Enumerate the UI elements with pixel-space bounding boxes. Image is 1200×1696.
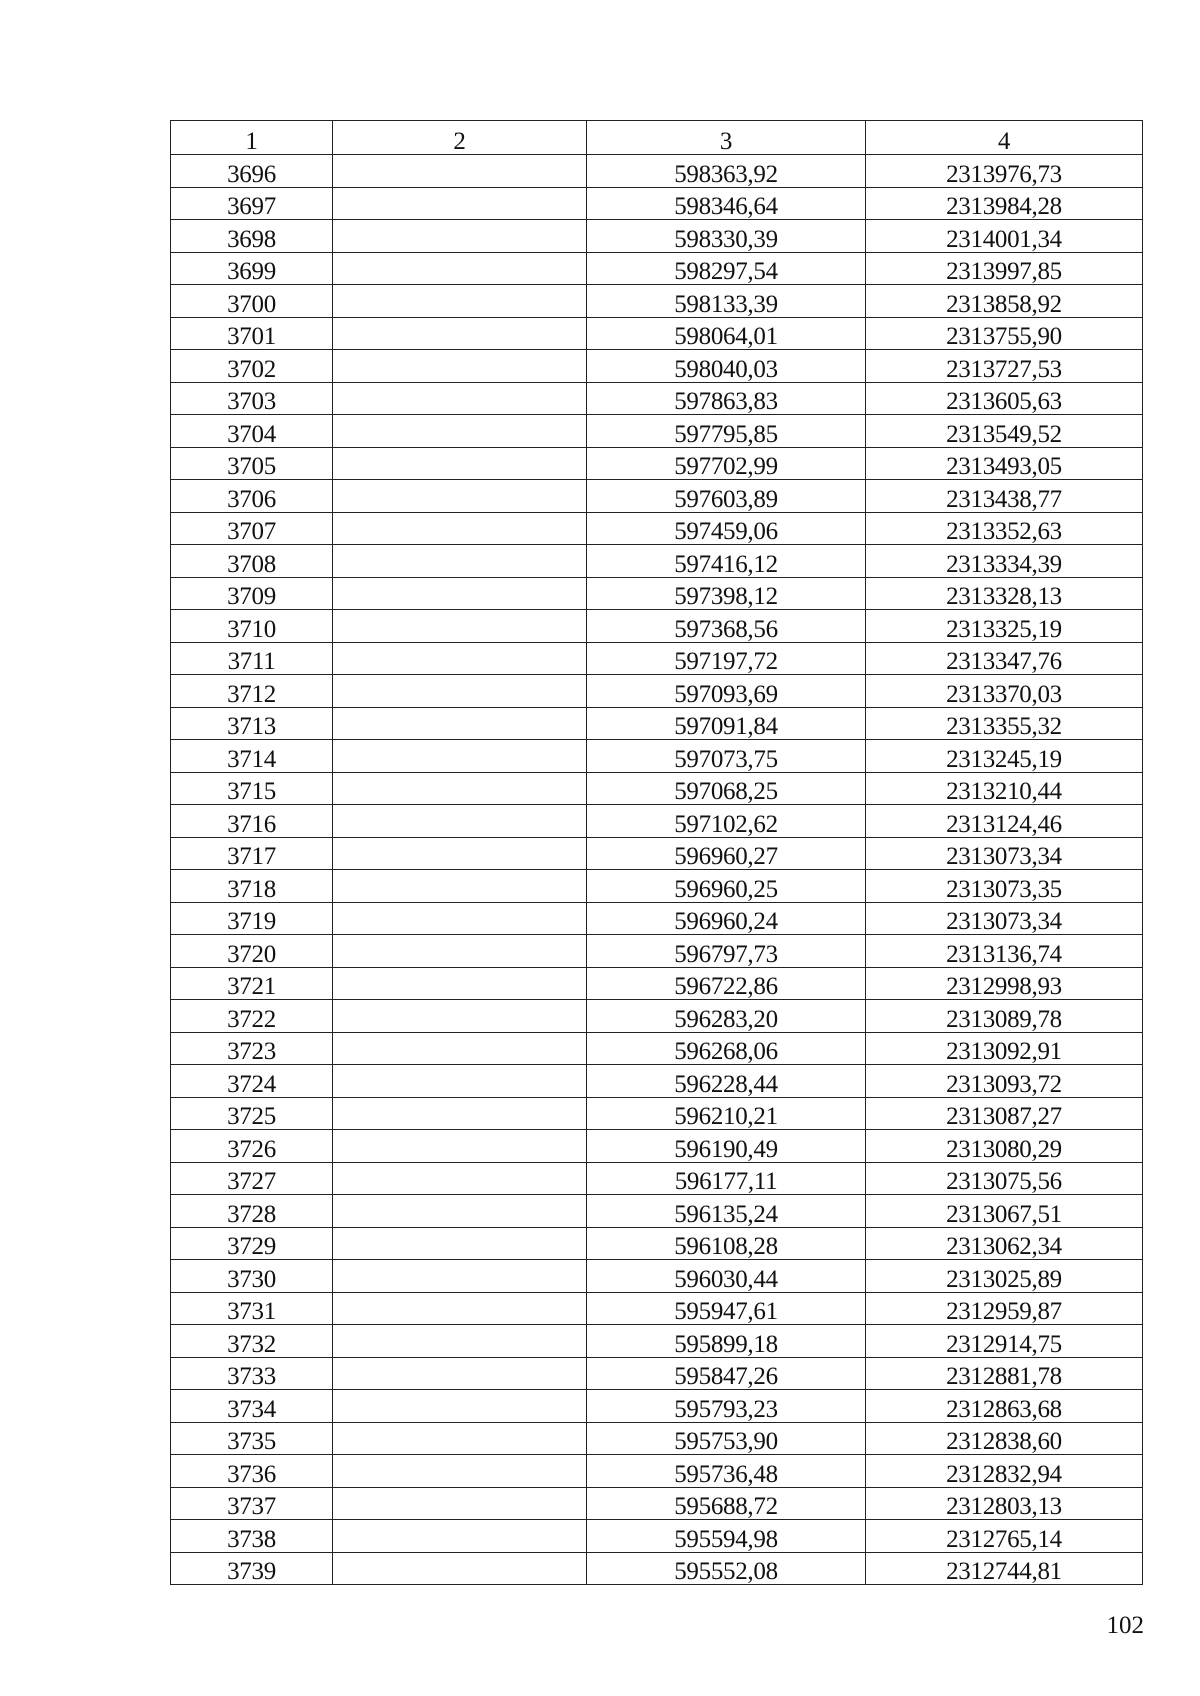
table-cell-col-2 bbox=[333, 1032, 587, 1065]
table-cell-col-3: 597091,84 bbox=[587, 707, 866, 740]
table-cell-col-1: 3699 bbox=[171, 252, 333, 285]
table-cell-col-1: 3733 bbox=[171, 1357, 333, 1390]
table-cell-col-2 bbox=[333, 252, 587, 285]
header-col-4: 4 bbox=[866, 121, 1143, 155]
table-cell-col-2 bbox=[333, 285, 587, 318]
table-cell-col-2 bbox=[333, 480, 587, 513]
table-cell-col-1: 3735 bbox=[171, 1422, 333, 1455]
table-cell-col-2 bbox=[333, 967, 587, 1000]
table-cell-col-3: 596797,73 bbox=[587, 935, 866, 968]
table-cell-col-2 bbox=[333, 1065, 587, 1098]
table-cell-col-4: 2313755,90 bbox=[866, 317, 1143, 350]
table-row bbox=[171, 350, 1143, 383]
table-cell-col-2 bbox=[333, 1552, 587, 1585]
table-cell-col-1: 3736 bbox=[171, 1455, 333, 1488]
header-col-2: 2 bbox=[333, 121, 587, 155]
table-row bbox=[171, 837, 1143, 870]
table-cell-col-1: 3703 bbox=[171, 382, 333, 415]
table-cell-col-3: 596960,27 bbox=[587, 837, 866, 870]
table-cell-col-3: 596228,44 bbox=[587, 1065, 866, 1098]
table-cell-col-3: 597368,56 bbox=[587, 610, 866, 643]
table-cell-col-2 bbox=[333, 1422, 587, 1455]
table-cell-col-2 bbox=[333, 220, 587, 253]
table-cell-col-4: 2313984,28 bbox=[866, 187, 1143, 220]
table-row bbox=[171, 1390, 1143, 1423]
table-cell-col-1: 3728 bbox=[171, 1195, 333, 1228]
table-cell-col-3: 595793,23 bbox=[587, 1390, 866, 1423]
page-number: 102 bbox=[1106, 1612, 1144, 1639]
table-cell-col-4: 2312959,87 bbox=[866, 1292, 1143, 1325]
table-row bbox=[171, 1325, 1143, 1358]
table-cell-col-4: 2312863,68 bbox=[866, 1390, 1143, 1423]
table-cell-col-3: 597073,75 bbox=[587, 740, 866, 773]
table-cell-col-4: 2312998,93 bbox=[866, 967, 1143, 1000]
table-cell-col-2 bbox=[333, 1260, 587, 1293]
table-cell-col-4: 2313727,53 bbox=[866, 350, 1143, 383]
table-cell-col-3: 595552,08 bbox=[587, 1552, 866, 1585]
table-cell-col-1: 3732 bbox=[171, 1325, 333, 1358]
table-cell-col-2 bbox=[333, 870, 587, 903]
table-cell-col-1: 3710 bbox=[171, 610, 333, 643]
table-cell-col-1: 3725 bbox=[171, 1097, 333, 1130]
table-cell-col-2 bbox=[333, 837, 587, 870]
table-cell-col-1: 3716 bbox=[171, 805, 333, 838]
table-cell-col-4: 2313067,51 bbox=[866, 1195, 1143, 1228]
table-row bbox=[171, 1552, 1143, 1585]
table-row bbox=[171, 545, 1143, 578]
table-cell-col-2 bbox=[333, 772, 587, 805]
table-cell-col-4: 2312744,81 bbox=[866, 1552, 1143, 1585]
table-row bbox=[171, 1195, 1143, 1228]
table-row bbox=[171, 772, 1143, 805]
table-cell-col-3: 598133,39 bbox=[587, 285, 866, 318]
table-row bbox=[171, 642, 1143, 675]
table-row bbox=[171, 1487, 1143, 1520]
header-col-3: 3 bbox=[587, 121, 866, 155]
table-cell-col-2 bbox=[333, 1390, 587, 1423]
table-cell-col-4: 2313080,29 bbox=[866, 1130, 1143, 1163]
table-cell-col-1: 3715 bbox=[171, 772, 333, 805]
table-cell-col-4: 2313062,34 bbox=[866, 1227, 1143, 1260]
table-cell-col-4: 2312881,78 bbox=[866, 1357, 1143, 1390]
table-cell-col-2 bbox=[333, 187, 587, 220]
table-cell-col-3: 597603,89 bbox=[587, 480, 866, 513]
table-cell-col-4: 2313073,34 bbox=[866, 902, 1143, 935]
table-cell-col-2 bbox=[333, 642, 587, 675]
table-cell-col-2 bbox=[333, 415, 587, 448]
table-cell-col-4: 2314001,34 bbox=[866, 220, 1143, 253]
table-cell-col-3: 596177,11 bbox=[587, 1162, 866, 1195]
table-cell-col-2 bbox=[333, 805, 587, 838]
table-cell-col-4: 2313136,74 bbox=[866, 935, 1143, 968]
table-cell-col-1: 3724 bbox=[171, 1065, 333, 1098]
table-cell-col-4: 2313073,34 bbox=[866, 837, 1143, 870]
table-cell-col-4: 2313334,39 bbox=[866, 545, 1143, 578]
table-cell-col-4: 2312914,75 bbox=[866, 1325, 1143, 1358]
table-cell-col-3: 597795,85 bbox=[587, 415, 866, 448]
table-cell-col-4: 2313605,63 bbox=[866, 382, 1143, 415]
table-cell-col-1: 3737 bbox=[171, 1487, 333, 1520]
table-cell-col-3: 596210,21 bbox=[587, 1097, 866, 1130]
table-row bbox=[171, 675, 1143, 708]
table-row bbox=[171, 1520, 1143, 1553]
header-col-1: 1 bbox=[171, 121, 333, 155]
table-cell-col-2 bbox=[333, 1455, 587, 1488]
table-cell-col-1: 3700 bbox=[171, 285, 333, 318]
table-cell-col-3: 596030,44 bbox=[587, 1260, 866, 1293]
table-cell-col-3: 598064,01 bbox=[587, 317, 866, 350]
table-cell-col-2 bbox=[333, 1292, 587, 1325]
table-cell-col-4: 2313089,78 bbox=[866, 1000, 1143, 1033]
table-cell-col-4: 2313997,85 bbox=[866, 252, 1143, 285]
table-cell-col-1: 3701 bbox=[171, 317, 333, 350]
table-row bbox=[171, 415, 1143, 448]
table-cell-col-1: 3702 bbox=[171, 350, 333, 383]
table-cell-col-3: 598297,54 bbox=[587, 252, 866, 285]
table-row bbox=[171, 870, 1143, 903]
table-cell-col-2 bbox=[333, 707, 587, 740]
table-cell-col-2 bbox=[333, 447, 587, 480]
table-row bbox=[171, 577, 1143, 610]
header-row bbox=[171, 121, 1143, 155]
table-cell-col-1: 3704 bbox=[171, 415, 333, 448]
table-cell-col-1: 3722 bbox=[171, 1000, 333, 1033]
table-cell-col-3: 597416,12 bbox=[587, 545, 866, 578]
table-cell-col-2 bbox=[333, 350, 587, 383]
table-row bbox=[171, 1455, 1143, 1488]
table-cell-col-1: 3707 bbox=[171, 512, 333, 545]
table-row bbox=[171, 1130, 1143, 1163]
table-cell-col-2 bbox=[333, 1000, 587, 1033]
table-cell-col-1: 3731 bbox=[171, 1292, 333, 1325]
table-cell-col-4: 2313976,73 bbox=[866, 155, 1143, 188]
table-row bbox=[171, 1422, 1143, 1455]
table-cell-col-1: 3711 bbox=[171, 642, 333, 675]
table-cell-col-1: 3723 bbox=[171, 1032, 333, 1065]
table-cell-col-1: 3698 bbox=[171, 220, 333, 253]
table-cell-col-1: 3727 bbox=[171, 1162, 333, 1195]
table-cell-col-4: 2313355,32 bbox=[866, 707, 1143, 740]
table-row bbox=[171, 1260, 1143, 1293]
table-cell-col-2 bbox=[333, 1487, 587, 1520]
table-cell-col-3: 597093,69 bbox=[587, 675, 866, 708]
table-cell-col-3: 595594,98 bbox=[587, 1520, 866, 1553]
table-cell-col-4: 2312832,94 bbox=[866, 1455, 1143, 1488]
table-row bbox=[171, 935, 1143, 968]
table-cell-col-4: 2313093,72 bbox=[866, 1065, 1143, 1098]
table-cell-col-1: 3696 bbox=[171, 155, 333, 188]
table-cell-col-4: 2313347,76 bbox=[866, 642, 1143, 675]
table-cell-col-3: 596283,20 bbox=[587, 1000, 866, 1033]
table-cell-col-4: 2312765,14 bbox=[866, 1520, 1143, 1553]
table-row bbox=[171, 1065, 1143, 1098]
table-cell-col-3: 595688,72 bbox=[587, 1487, 866, 1520]
table-cell-col-3: 595736,48 bbox=[587, 1455, 866, 1488]
table-cell-col-3: 596135,24 bbox=[587, 1195, 866, 1228]
table-cell-col-1: 3730 bbox=[171, 1260, 333, 1293]
table-cell-col-2 bbox=[333, 1227, 587, 1260]
table-row bbox=[171, 902, 1143, 935]
table-cell-col-3: 597102,62 bbox=[587, 805, 866, 838]
table-cell-col-1: 3729 bbox=[171, 1227, 333, 1260]
table-cell-col-1: 3734 bbox=[171, 1390, 333, 1423]
table-cell-col-3: 596960,24 bbox=[587, 902, 866, 935]
table-cell-col-2 bbox=[333, 1520, 587, 1553]
table-cell-col-4: 2313325,19 bbox=[866, 610, 1143, 643]
table-row bbox=[171, 317, 1143, 350]
table-cell-col-4: 2313124,46 bbox=[866, 805, 1143, 838]
table-cell-col-2 bbox=[333, 902, 587, 935]
table-row bbox=[171, 610, 1143, 643]
table-cell-col-3: 597197,72 bbox=[587, 642, 866, 675]
table-row bbox=[171, 220, 1143, 253]
table-row bbox=[171, 1357, 1143, 1390]
table-cell-col-4: 2313092,91 bbox=[866, 1032, 1143, 1065]
table-row bbox=[171, 740, 1143, 773]
table-cell-col-2 bbox=[333, 545, 587, 578]
table-row bbox=[171, 967, 1143, 1000]
table-cell-col-3: 597398,12 bbox=[587, 577, 866, 610]
table-cell-col-1: 3697 bbox=[171, 187, 333, 220]
table-cell-col-2 bbox=[333, 935, 587, 968]
table-cell-col-4: 2313549,52 bbox=[866, 415, 1143, 448]
table-row bbox=[171, 252, 1143, 285]
table-cell-col-1: 3709 bbox=[171, 577, 333, 610]
table-cell-col-2 bbox=[333, 740, 587, 773]
table-row bbox=[171, 512, 1143, 545]
table-cell-col-2 bbox=[333, 1097, 587, 1130]
table-cell-col-1: 3719 bbox=[171, 902, 333, 935]
table-cell-col-2 bbox=[333, 1162, 587, 1195]
table-cell-col-2 bbox=[333, 1130, 587, 1163]
table-cell-col-3: 598040,03 bbox=[587, 350, 866, 383]
table-cell-col-4: 2313370,03 bbox=[866, 675, 1143, 708]
table-row bbox=[171, 480, 1143, 513]
table-row bbox=[171, 285, 1143, 318]
table-cell-col-2 bbox=[333, 577, 587, 610]
table-row bbox=[171, 155, 1143, 188]
table-cell-col-4: 2313352,63 bbox=[866, 512, 1143, 545]
table-body bbox=[171, 155, 1143, 1585]
table-row bbox=[171, 1292, 1143, 1325]
table-row bbox=[171, 805, 1143, 838]
table-cell-col-1: 3714 bbox=[171, 740, 333, 773]
table-row bbox=[171, 1227, 1143, 1260]
table-cell-col-4: 2313087,27 bbox=[866, 1097, 1143, 1130]
table-cell-col-2 bbox=[333, 1195, 587, 1228]
table-cell-col-4: 2312803,13 bbox=[866, 1487, 1143, 1520]
table-cell-col-2 bbox=[333, 317, 587, 350]
table-cell-col-1: 3705 bbox=[171, 447, 333, 480]
table-header bbox=[171, 121, 1143, 155]
table-row bbox=[171, 1000, 1143, 1033]
table-cell-col-1: 3713 bbox=[171, 707, 333, 740]
table-cell-col-3: 596722,86 bbox=[587, 967, 866, 1000]
table-cell-col-4: 2313025,89 bbox=[866, 1260, 1143, 1293]
table-cell-col-1: 3738 bbox=[171, 1520, 333, 1553]
table-cell-col-1: 3726 bbox=[171, 1130, 333, 1163]
table-cell-col-4: 2312838,60 bbox=[866, 1422, 1143, 1455]
table-row bbox=[171, 707, 1143, 740]
table-cell-col-3: 596960,25 bbox=[587, 870, 866, 903]
table-cell-col-3: 595847,26 bbox=[587, 1357, 866, 1390]
table-row bbox=[171, 1032, 1143, 1065]
table-cell-col-4: 2313438,77 bbox=[866, 480, 1143, 513]
coordinates-table bbox=[170, 120, 1143, 1585]
table-cell-col-3: 597863,83 bbox=[587, 382, 866, 415]
table-cell-col-2 bbox=[333, 382, 587, 415]
table-cell-col-3: 595947,61 bbox=[587, 1292, 866, 1325]
table-cell-col-3: 597702,99 bbox=[587, 447, 866, 480]
table-cell-col-4: 2313493,05 bbox=[866, 447, 1143, 480]
table-row bbox=[171, 382, 1143, 415]
table-row bbox=[171, 447, 1143, 480]
table-cell-col-2 bbox=[333, 155, 587, 188]
table-cell-col-4: 2313328,13 bbox=[866, 577, 1143, 610]
table-cell-col-2 bbox=[333, 675, 587, 708]
table-cell-col-2 bbox=[333, 610, 587, 643]
table-cell-col-3: 596190,49 bbox=[587, 1130, 866, 1163]
table-cell-col-4: 2313210,44 bbox=[866, 772, 1143, 805]
table-row bbox=[171, 1162, 1143, 1195]
table-cell-col-3: 595753,90 bbox=[587, 1422, 866, 1455]
table-cell-col-1: 3706 bbox=[171, 480, 333, 513]
table-cell-col-3: 596108,28 bbox=[587, 1227, 866, 1260]
table-cell-col-2 bbox=[333, 512, 587, 545]
table-row bbox=[171, 1097, 1143, 1130]
table-cell-col-1: 3718 bbox=[171, 870, 333, 903]
table-cell-col-2 bbox=[333, 1325, 587, 1358]
table-cell-col-3: 597068,25 bbox=[587, 772, 866, 805]
table-cell-col-3: 598346,64 bbox=[587, 187, 866, 220]
table-cell-col-1: 3739 bbox=[171, 1552, 333, 1585]
table-cell-col-3: 598330,39 bbox=[587, 220, 866, 253]
table-cell-col-3: 596268,06 bbox=[587, 1032, 866, 1065]
table-cell-col-1: 3720 bbox=[171, 935, 333, 968]
table-cell-col-3: 598363,92 bbox=[587, 155, 866, 188]
table-row bbox=[171, 187, 1143, 220]
table-cell-col-4: 2313075,56 bbox=[866, 1162, 1143, 1195]
table-cell-col-1: 3721 bbox=[171, 967, 333, 1000]
table-cell-col-4: 2313245,19 bbox=[866, 740, 1143, 773]
table-cell-col-1: 3712 bbox=[171, 675, 333, 708]
table-cell-col-4: 2313073,35 bbox=[866, 870, 1143, 903]
table-cell-col-4: 2313858,92 bbox=[866, 285, 1143, 318]
table-cell-col-2 bbox=[333, 1357, 587, 1390]
table-cell-col-3: 595899,18 bbox=[587, 1325, 866, 1358]
table-cell-col-1: 3708 bbox=[171, 545, 333, 578]
table-cell-col-3: 597459,06 bbox=[587, 512, 866, 545]
table-cell-col-1: 3717 bbox=[171, 837, 333, 870]
